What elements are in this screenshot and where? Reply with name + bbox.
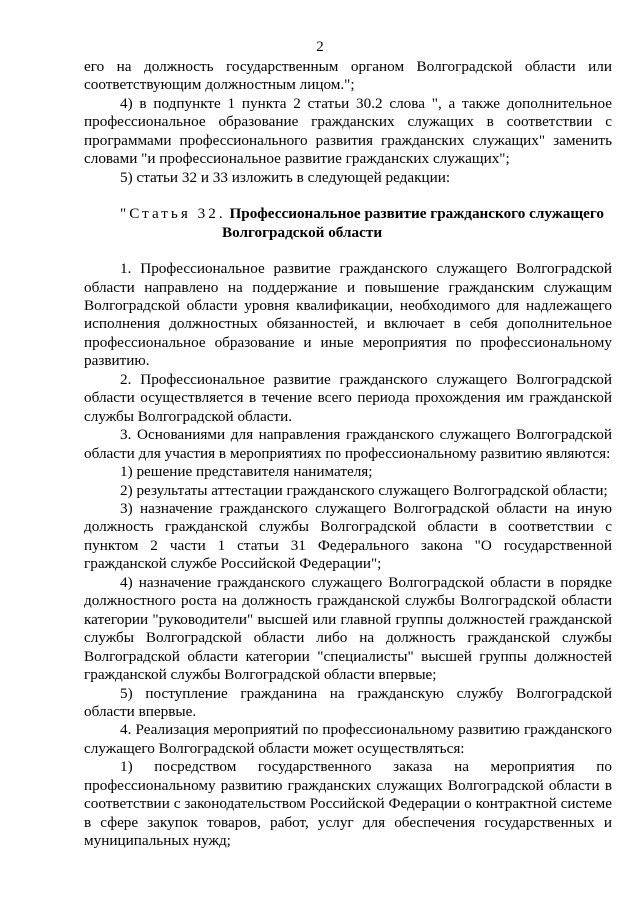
article-subitem-3-5: 5) поступление гражданина на гражданскую службу Волгоградской области впервые. <box>84 684 612 720</box>
article-title-line1: Профессиональное развитие гражданского служащего <box>229 205 605 223</box>
article-item-1: 1. Профессиональное развитие гражданского служащего Волгоградской области направлено на поддержание и повышение гражданским служащим Волгоградской области уровня квалификации, необходимого для надлежащего исполнения должностных обязанностей, и включает в себя дополнительное профессиональное образование и иные мероприятия по профессиональному развитию. <box>84 260 612 370</box>
article-subitem-3-3: 3) назначение гражданского служащего Волгоградской области на иную должность гражданской службы Волгоградской области в соответствии с пунктом 2 части 1 статьи 31 Федерального закона "О государственной гражданской службе Российской Федерации"; <box>84 499 612 573</box>
paragraph-continuation: его на должность государственным органом Волгоградской области или соответствующим должностным лицом."; <box>84 58 612 94</box>
document-body <box>84 58 612 851</box>
article-subitem-3-1: 1) решение представителя нанимателя; <box>120 463 373 481</box>
paragraph-amendment-5: 5) статьи 32 и 33 изложить в следующей редакции: <box>120 168 451 186</box>
article-item-3: 3. Основаниями для направления гражданского служащего Волгоградской области для участия в мероприятиях по профессиональному развитию являются: <box>84 426 612 462</box>
article-title-line2: Волгоградской области <box>222 223 383 241</box>
article-item-4: 4. Реализация мероприятий по профессиональному развитию гражданского служащего Волгоградской области может осуществляться: <box>84 721 612 757</box>
article-heading <box>84 205 612 242</box>
page-number: 2 <box>316 39 324 55</box>
article-subitem-3-4: 4) назначение гражданского служащего Волгоградской области в порядке должностного роста на должность гражданской службы Волгоградской области категории "руководители" высшей или главной группы должностей гражданской службы Волгоградской области либо на должность гражданской службы Волгоградской области категории "специалисты" высшей группы должностей гражданской службы Волгоградской области впервые; <box>84 573 612 684</box>
article-item-2: 2. Профессиональное развитие гражданского служащего Волгоградской области осуществляется в течение всего периода прохождения им гражданской службы Волгоградской области. <box>84 370 612 425</box>
article-subitem-4-1: 1) посредством государственного заказа на мероприятия по профессиональному развитию гражданских служащих Волгоградской области в соответствии с законодательством Российской Федерации о контрактной системе в сфере закупок товаров, работ, услуг для обеспечения государственных и муниципальных нужд; <box>84 758 612 850</box>
article-subitem-3-2: 2) результаты аттестации гражданского служащего Волгоградской области; <box>120 481 608 499</box>
paragraph-amendment-4: 4) в подпункте 1 пункта 2 статьи 30.2 слова ", а также дополнительное профессиональное образование гражданских служащих в соответствии с программами профессионального развития гражданских служащих" заменить словами "и профессиональное развитие гражданских служащих"; <box>84 94 612 168</box>
article-number: "Статья 32. <box>120 205 226 223</box>
